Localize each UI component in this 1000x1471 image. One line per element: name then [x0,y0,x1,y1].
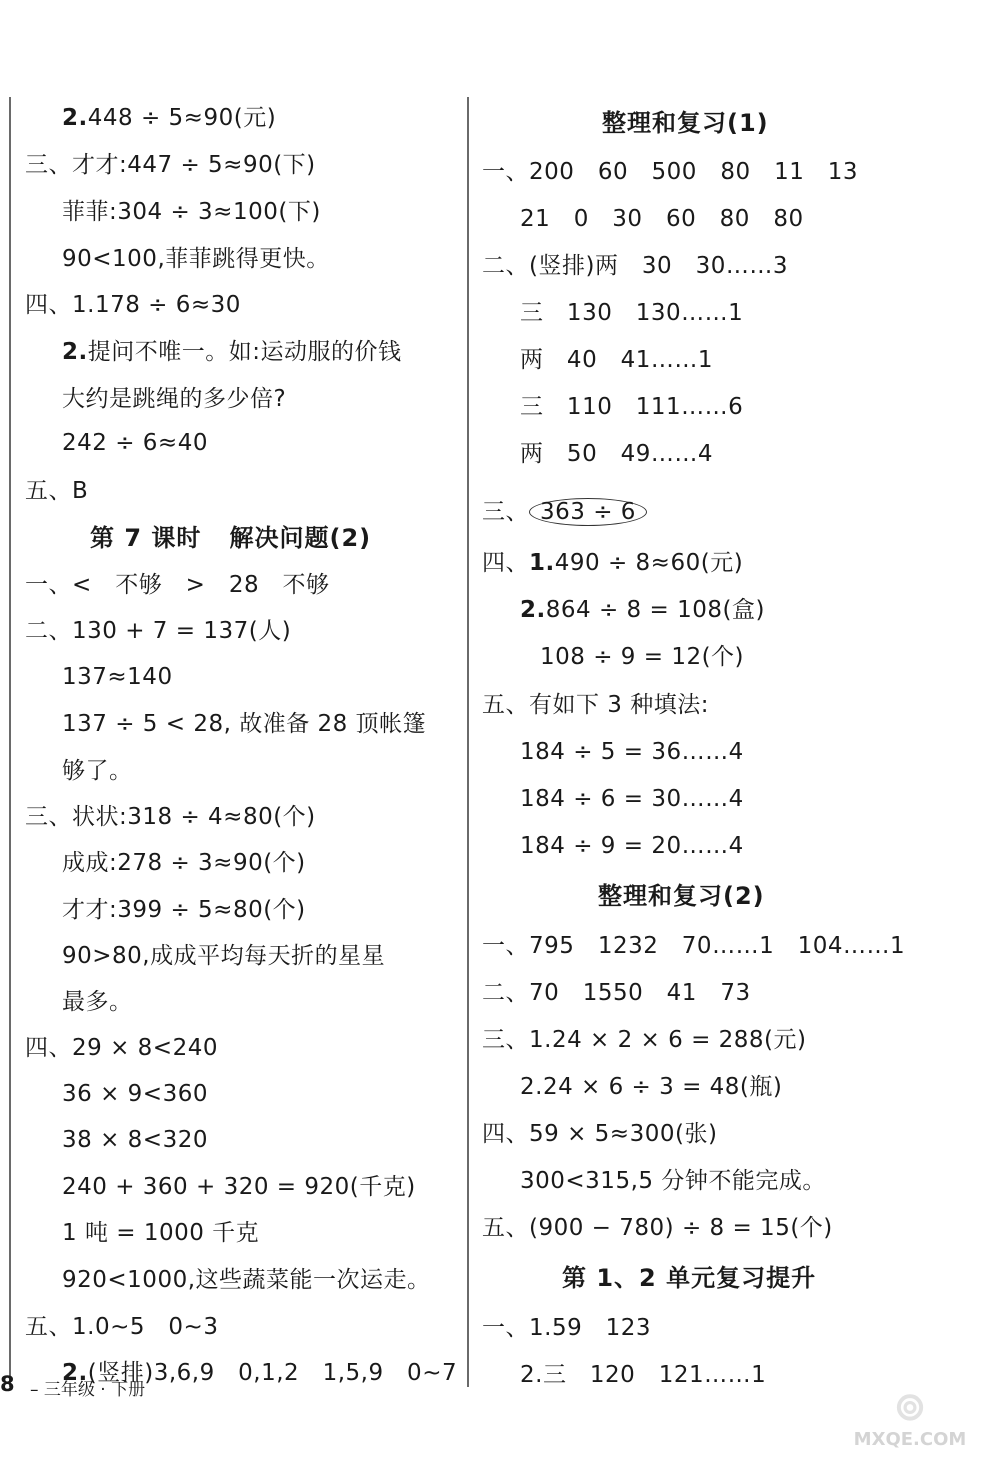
watermark-text: MXQE.COM [853,1429,967,1450]
page-number: 8 [0,1372,15,1396]
answer-line: 两 50 49……4 [520,441,714,467]
page-footer: – 三年级 · 下册 [30,1380,146,1400]
answer-line: 2.三 120 121……1 [520,1362,767,1388]
answer-line-circled: 三、 363 ÷ 6 [482,497,647,527]
answer-line: 二、70 1550 41 73 [482,980,751,1006]
answer-line: 21 0 30 60 80 80 [520,206,804,232]
answer-line: 2.提问不唯一。如:运动服的价钱 [62,339,402,365]
answer-line: 三、1.24 × 2 × 6 = 288(元) [482,1027,807,1053]
answer-line: 一、795 1232 70……1 104……1 [482,933,906,959]
answer-line: 四、59 × 5≈300(张) [482,1121,718,1147]
answer-line: 两 40 41……1 [520,347,714,373]
left-margin-rule [9,97,11,1387]
answer-line: 2.(竖排)3,6,9 0,1,2 1,5,9 0~7 [62,1360,458,1386]
section-heading-review-2: 整理和复习(2) [598,882,765,910]
answer-line: 38 × 8<320 [62,1127,208,1153]
answer-line: 五、B [25,478,89,504]
answer-line: 三、才才:447 ÷ 5≈90(下) [25,152,316,178]
answer-line: 920<1000,这些蔬菜能一次运走。 [62,1267,431,1293]
answer-line: 137≈140 [62,664,173,690]
section-heading-unit-review: 第 1、2 单元复习提升 [562,1264,817,1292]
answer-line: 90<100,菲菲跳得更快。 [62,246,330,272]
circled-answer: 363 ÷ 6 [529,498,647,526]
answer-line: 三 130 130……1 [520,300,744,326]
answer-line: 2.448 ÷ 5≈90(元) [62,105,277,131]
section-heading-review-1: 整理和复习(1) [602,109,769,137]
answer-line: 菲菲:304 ÷ 3≈100(下) [62,199,321,225]
answer-line: 够了。 [62,758,133,784]
answer-line: 成成:278 ÷ 3≈90(个) [62,850,306,876]
answer-line: 才才:399 ÷ 5≈80(个) [62,897,306,923]
answer-line: 2.864 ÷ 8 = 108(盒) [520,597,765,623]
answer-line: 大约是跳绳的多少倍? [62,386,287,412]
answer-line: 二、(竖排)两 30 30……3 [482,253,788,279]
answer-line: 三、状状:318 ÷ 4≈80(个) [25,804,316,830]
answer-line: 一、1.59 123 [482,1315,652,1341]
answer-line: 四、1.178 ÷ 6≈30 [25,292,241,318]
answer-line: 一、< 不够 > 28 不够 [25,572,330,598]
answer-line: 242 ÷ 6≈40 [62,430,208,456]
answer-line: 五、1.0~5 0~3 [25,1314,219,1340]
answer-line: 184 ÷ 6 = 30……4 [520,786,744,812]
answer-line: 1 吨 = 1000 千克 [62,1220,260,1246]
site-watermark [830,1385,990,1465]
column-divider [467,97,469,1387]
answer-line: 四、1.490 ÷ 8≈60(元) [482,550,744,576]
answer-line: 184 ÷ 5 = 36……4 [520,739,744,765]
answer-line: 二、130 + 7 = 137(人) [25,618,292,644]
answer-line: 108 ÷ 9 = 12(个) [540,644,745,670]
answer-line: 五、有如下 3 种填法: [482,692,710,718]
answer-line: 最多。 [62,989,133,1015]
answer-line: 90>80,成成平均每天折的星星 [62,943,386,969]
section-heading-lesson-7: 第 7 课时 解决问题(2) [90,524,372,552]
answer-line: 一、200 60 500 80 11 13 [482,159,859,185]
answer-stamp-icon: ⊚ [893,1384,927,1430]
answer-line: 五、(900 − 780) ÷ 8 = 15(个) [482,1215,833,1241]
answer-line: 184 ÷ 9 = 20……4 [520,833,744,859]
answer-line: 300<315,5 分钟不能完成。 [520,1168,826,1194]
answer-line: 2.24 × 6 ÷ 3 = 48(瓶) [520,1074,783,1100]
answer-line: 137 ÷ 5 < 28, 故准备 28 顶帐篷 [62,711,427,737]
answer-line: 240 + 360 + 320 = 920(千克) [62,1174,416,1200]
answer-line: 36 × 9<360 [62,1081,208,1107]
answer-line: 三 110 111……6 [520,394,744,420]
answer-line: 四、29 × 8<240 [25,1035,218,1061]
